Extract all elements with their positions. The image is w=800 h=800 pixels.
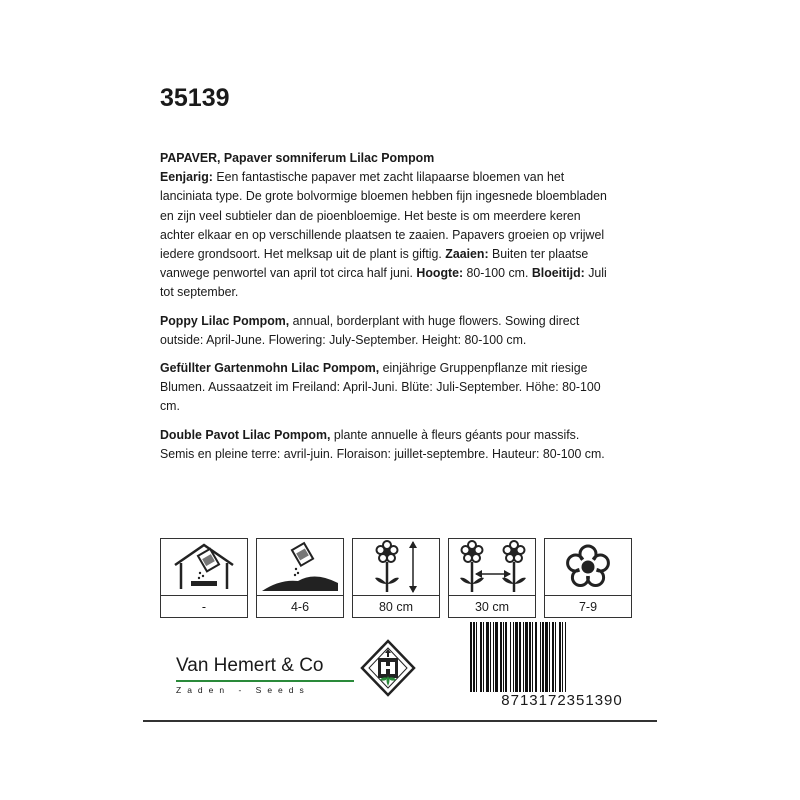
plant-height-icon [361,540,431,594]
brand-name: Van Hemert & Co [176,655,324,676]
barcode-bar [532,622,533,702]
icon-cell-outdoor [256,538,344,618]
barcode-bar [473,622,475,702]
barcode-bar [480,622,482,702]
barcode-bar [552,622,554,702]
text-nl-1: Een fantastische papaver met zacht lilapaarse bloemen van het lanciniata type. De grote bolvormige bloemen hebben fijn ingesnede bloembladen en zijn veel subtieler dan de pioenbloemige. Het beste is om meerdere keren achter elkaar en op verschillende plaatsen te zaaien. Papavers groeien op vrijwel iedere grondsoort. Het melksap uit de plant is giftig. [160,169,607,262]
barcode-bar [510,622,511,702]
lead-de: Gefüllter Gartenmohn Lilac Pompom, [160,360,380,376]
barcode-bar [545,622,548,702]
barcode-bar [486,622,489,702]
title-nl: PAPAVER, Papaver somniferum Lilac Pompom [160,150,435,165]
barcode-bar [470,622,472,702]
barcode-bar [476,622,477,702]
icon-cell-flowering [544,538,632,618]
outdoor-sowing-icon [260,541,340,593]
barcode-bar [540,622,541,702]
label-zaaien: Zaaien: [445,246,489,262]
description-block [160,148,616,472]
barcode-bar [490,622,491,702]
barcode-bar [515,622,518,702]
text-nl-3: 80-100 cm. [463,265,529,281]
text-nl-2: Buiten ter plaatse vanwege penwortel van april tot circa half juni. [160,246,589,281]
barcode-bar [559,622,561,702]
sowing-info-icons [160,538,632,618]
label-hoogte: Hoogte: [416,265,464,281]
barcode-bar [542,622,544,702]
icon-cell-spacing [448,538,536,618]
text-fr: plante annuelle à fleurs géants pour massifs. Semis en pleine terre: avril-juin. Floraison: juillet-septembre. Hauteur: 80-100 cm. [160,426,605,461]
barcode-bar [535,622,537,702]
barcode-bar [525,622,528,702]
icon-value-height: 80 cm [378,599,414,614]
description-nl [160,148,616,302]
text-en: annual, borderplant with huge flowers. Sowing direct outside: April-June. Flowering: July-September. Height: 80-100 cm. [160,312,580,347]
barcode-bar [513,622,514,702]
description-en [160,311,616,349]
greenhouse-sowing-icon [169,541,239,593]
barcode-bar [519,622,521,702]
lead-en: Poppy Lilac Pompom, [160,312,290,328]
barcode-bar [549,622,550,702]
icon-value-outdoor: 4-6 [290,599,310,614]
bottom-divider [143,720,657,722]
label-bloeitijd: Bloeitijd: [531,265,585,281]
product-code: 35139 [160,84,230,112]
brand-logo-icon [358,638,418,700]
description-fr [160,425,616,463]
barcode-bar [529,622,531,702]
barcode-bar [523,622,524,702]
barcode-bar [562,622,563,702]
plant-spacing-icon [452,540,532,594]
label-eenjarig: Eenjarig: [160,169,213,185]
barcode-bar [565,622,566,702]
text-nl-4: Juli tot september. [160,265,607,300]
icon-value-greenhouse: - [201,599,207,614]
barcode-bar [493,622,494,702]
barcode-bar [555,622,556,702]
icon-value-flowering: 7-9 [578,599,598,614]
description-de [160,358,616,416]
barcode-bar [503,622,504,702]
flowering-icon [558,541,618,593]
barcode-bar [483,622,484,702]
icon-value-spacing: 30 cm [474,599,510,614]
lead-fr: Double Pavot Lilac Pompom, [160,426,331,442]
barcode-bar [500,622,502,702]
barcode-number: 8713172351390 [466,692,658,709]
text-de: einjährige Gruppenpflanze mit riesige Blumen. Aussaatzeit im Freiland: April-Juni. Blüte: Juli-September. Höhe: 80-100 cm. [160,360,601,414]
brand-tagline: Zaden - Seeds [176,685,310,695]
barcode-bar [495,622,498,702]
icon-cell-greenhouse [160,538,248,618]
brand-underline [176,680,354,682]
icon-cell-height [352,538,440,618]
barcode-bar [505,622,507,702]
